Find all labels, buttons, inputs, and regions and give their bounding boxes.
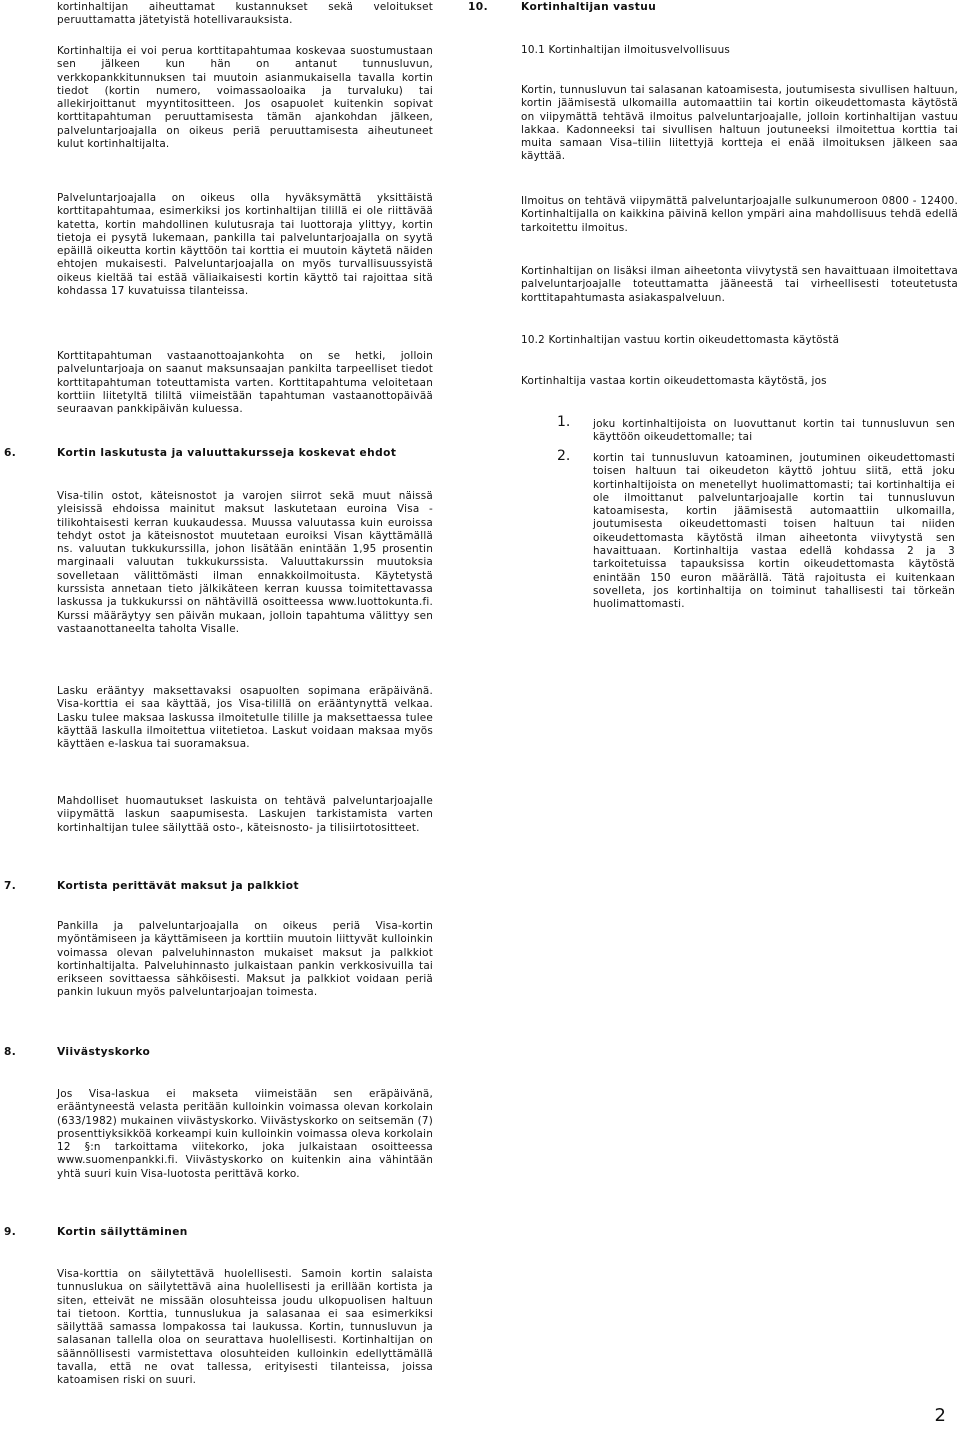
paragraph-due-date: Lasku erääntyy maksettavaksi osapuolten sopimana eräpäivänä. Visa-korttia ei saa käyttää, jos Visa-tilillä on erääntynyttä velkaa. Lasku tulee maksaa laskussa ilmoitetulle tilille ja maksettaessa tulee käyttää laskulla ilmoitettua viitetietoa. Laskut voidaan maksaa myös käyttäen e-laskua tai suoramaksua. bbox=[57, 685, 433, 751]
section-number: 7. bbox=[4, 880, 17, 892]
section-title: Kortin laskutusta ja valuuttakursseja koskevat ehdot bbox=[57, 447, 397, 459]
section-title: Kortinhaltijan vastuu bbox=[521, 1, 657, 13]
list-marker: 1. bbox=[557, 414, 571, 430]
section-title: Viivästyskorko bbox=[57, 1046, 151, 1058]
list-item-text: joku kortinhaltijoista on luovuttanut kortin tai tunnusluvun sen käyttöön oikeudettomalle; tai bbox=[593, 418, 955, 444]
paragraph-hotel-reservations: kortinhaltijan aiheuttamat kustannukset sekä veloitukset peruuttamatta jätetyistä hotellivarauksista. bbox=[57, 1, 433, 27]
section-title: Kortin säilyttäminen bbox=[57, 1226, 188, 1238]
paragraph-card-storage: Visa-korttia on säilytettävä huolellisesti. Samoin kortin salaista tunnuslukua on säilytettävä aina huolellisesti ja erillään kortista ja siten, etteivät ne missään olosuhteissa joudu ulkopuolisen haltuun tai tietoon. Korttia, tunnuslukua ja salasanaa ei saa esimerkiksi säilyttää samassa lompakossa tai laukussa. Kortin, tunnusluvun ja salasanan tallella oloa on seurattava huolellisesti. Kortinhaltijan on säännöllisesti varmistettava olosuhteiden kulloinkin edellyttämällä tavalla, että ne ovat tallessa, erityisesti tilanteissa, joissa katoamisen riski on suuri. bbox=[57, 1268, 433, 1387]
list-item bbox=[557, 448, 957, 622]
section-number: 10. bbox=[468, 1, 489, 13]
section-10-heading bbox=[468, 1, 928, 15]
list-item-text: kortin tai tunnusluvun katoaminen, joutuminen oikeudettomasti toisen haltuun tai oikeudeton käyttö johtuu siitä, että joku kortinhaltijoista on menetellyt huolimattomasti; tai kortinhaltija ei ole ilmoittanut palveluntarjoajalle kortin tai tunnusluvun katoamisesta, kortin jäämisestä automaattiin ulkomailla, joutumisesta oikeudettomasti toisen haltuun tai niiden oikeudettomasta käytöstä ilman aiheetonta viivytystä sen havaittuaan. Kortinhaltija vastaa edellä kohdassa 2 ja 3 tarkoitetuissa tapauksissa kortin oikeudettomasta käytöstä enintään 150 euron määrällä. Tätä rajoitusta ei kuitenkaan sovelleta, jos kortinhaltija on toiminut tahallisesti tai törkeän huolimattomasti. bbox=[593, 452, 955, 611]
paragraph-billing: Visa-tilin ostot, käteisnostot ja varojen siirrot sekä muut näissä yleisissä ehdoissa mainitut maksut laskutetaan euroina Visa -tilikohtaisesti kerran kuukaudessa. Muussa valuutassa kuin euroissa tehdyt ostot ja käteisnostot muutetaan euroiksi Visan käyttämällä ns. valuutan tukkukurssilla, johon lisätään enintään 1,95 prosentin marginaali valuutan tukkukurssista. Valuuttakurssin muutoksia sovelletaan välittömästi ilman ennakkoilmoitusta. Käytetystä kurssista annetaan tieto jälkikäteen kerran kuussa toimitettavassa laskussa ja tukkukurssi on nähtävillä osoitteessa www.luottokunta.fi. Kurssi määräytyy sen päivän mukaan, jolloin tapahtuma välittyy sen vastaanottaneelta taholta Visalle. bbox=[57, 490, 433, 635]
paragraph-blocking-number: Ilmoitus on tehtävä viipymättä palveluntarjoajalle sulkunumeroon 0800 - 12400. Kortinhaltijalla on kaikkina päivinä kellon ympäri aina mahdollisuus tehdä edellä tarkoitettu ilmoitus. bbox=[521, 195, 958, 234]
subsection-10-1-heading: 10.1 Kortinhaltijan ilmoitusvelvollisuus bbox=[521, 44, 730, 56]
list-item bbox=[557, 414, 957, 446]
section-9-heading bbox=[4, 1226, 434, 1240]
section-number: 8. bbox=[4, 1046, 17, 1058]
paragraph-fees: Pankilla ja palveluntarjoajalla on oikeus periä Visa-kortin myöntämiseen ja käyttämiseen ja korttiin muutoin liittyvät kulloinkin voimassa olevan palveluhinnaston mukaiset maksut ja palkkiot kortinhaltijalta. Palveluhinnasto julkaistaan pankin verkkosivuilla tai erikseen sovittaessa sähköisesti. Maksut ja palkkiot voidaan periä pankin lukuun myös palveluntarjoajan toimesta. bbox=[57, 920, 433, 999]
paragraph-liability-intro: Kortinhaltija vastaa kortin oikeudettomasta käytöstä, jos bbox=[521, 375, 827, 387]
paragraph-faulty-transactions: Kortinhaltijan on lisäksi ilman aiheetonta viivytystä sen havaittuaan ilmoitettava palveluntarjoajalle toteuttamatta jääneestä tai virheellisesti toteutetusta korttitapahtumasta asiakaspalveluun. bbox=[521, 265, 958, 304]
paragraph-receipt-time: Korttitapahtuman vastaanottoajankohta on se hetki, jolloin palveluntarjoaja on saanut maksunsaajan pankilta tarpeelliset tiedot korttitapahtuman toteuttamista varten. Korttitapahtuma veloitetaan korttiin liitetyltä tililtä viimeistään tapahtuman vastaanottopäivää seuraavan pankkipäivän kuluessa. bbox=[57, 350, 433, 416]
section-7-heading bbox=[4, 880, 434, 894]
section-8-heading bbox=[4, 1046, 434, 1060]
paragraph-right-to-refuse: Palveluntarjoajalla on oikeus olla hyväksymättä yksittäistä korttitapahtumaa, esimerkiksi jos kortinhaltijan tilillä ei ole riittävää katetta, kortin mahdollinen kulutusraja tai luottoraja ylittyy, kortin tietoja ei pysytä lukemaan, pankilla tai palveluntarjoajalla on syytä epäillä oikeutta kortin käyttöön tai korttia ei muutoin käytetä näiden ehtojen mukaisesti. Palveluntarjoajalla on myös turvallisuussyistä oikeus kieltää tai estää väliaikaisesti kortin käyttö tai rajoittaa sitä kohdassa 17 kuvatuissa tilanteissa. bbox=[57, 192, 433, 298]
section-6-heading bbox=[4, 447, 434, 461]
paragraph-late-interest: Jos Visa-laskua ei makseta viimeistään sen eräpäivänä, erääntyneestä velasta peritään kulloinkin voimassa olevan korkolain (633/1982) mukainen viivästyskorko. Viivästyskorko on seitsemän (7) prosenttiyksikköä korkeampi kuin kulloinkin voimassa oleva korkolain 12 §:n tarkoittama viitekorko, joka julkaistaan osoitteessa www.suomenpankki.fi. Viivästyskorko on kuitenkin aina vähintään yhtä suuri kuin Visa-luotosta perittävä korko. bbox=[57, 1088, 433, 1180]
subsection-10-2-heading: 10.2 Kortinhaltijan vastuu kortin oikeudettomasta käytöstä bbox=[521, 334, 840, 346]
list-marker: 2. bbox=[557, 448, 571, 464]
page-number: 2 bbox=[934, 1405, 946, 1426]
paragraph-complaints: Mahdolliset huomautukset laskuista on tehtävä palveluntarjoajalle viipymättä laskun saapumisesta. Laskujen tarkistamista varten kortinhaltijan tulee säilyttää osto-, käteisnosto- ja tilisiirtotositteet. bbox=[57, 795, 433, 834]
section-number: 9. bbox=[4, 1226, 17, 1238]
section-title: Kortista perittävät maksut ja palkkiot bbox=[57, 880, 299, 892]
paragraph-notification-duty: Kortin, tunnusluvun tai salasanan katoamisesta, joutumisesta sivullisen haltuun, kortin jäämisestä ulkomailla automaattiin tai kortin oikeudettomasta käytöstä on viipymättä tehtävä ilmoitus palveluntarjoajalle, jolloin kortinhaltijan vastuu lakkaa. Kadonneeksi tai sivullisen haltuun joutuneeksi ilmoitettua korttia tai muita samaan Visa–tiliin liitettyjä kortteja ei enää ilmoituksen jälkeen saa käyttää. bbox=[521, 84, 958, 163]
paragraph-consent-revocation: Kortinhaltija ei voi perua korttitapahtumaa koskevaa suostumustaan sen jälkeen kun hän on antanut tunnusluvun, verkkopankkitunnuksen tai muutoin asianmukaisella tavalla kortin tiedot (kortin numero, voimassaoloaika ja turvaluku) tai allekirjoittanut myyntitositteen. Jos osapuolet kuitenkin sopivat korttitapahtuman peruuttamisesta tämän ajankohdan jälkeen, palveluntarjoajalla on oikeus periä peruuttamisesta aiheutuneet kulut kortinhaltijalta. bbox=[57, 45, 433, 151]
section-number: 6. bbox=[4, 447, 17, 459]
